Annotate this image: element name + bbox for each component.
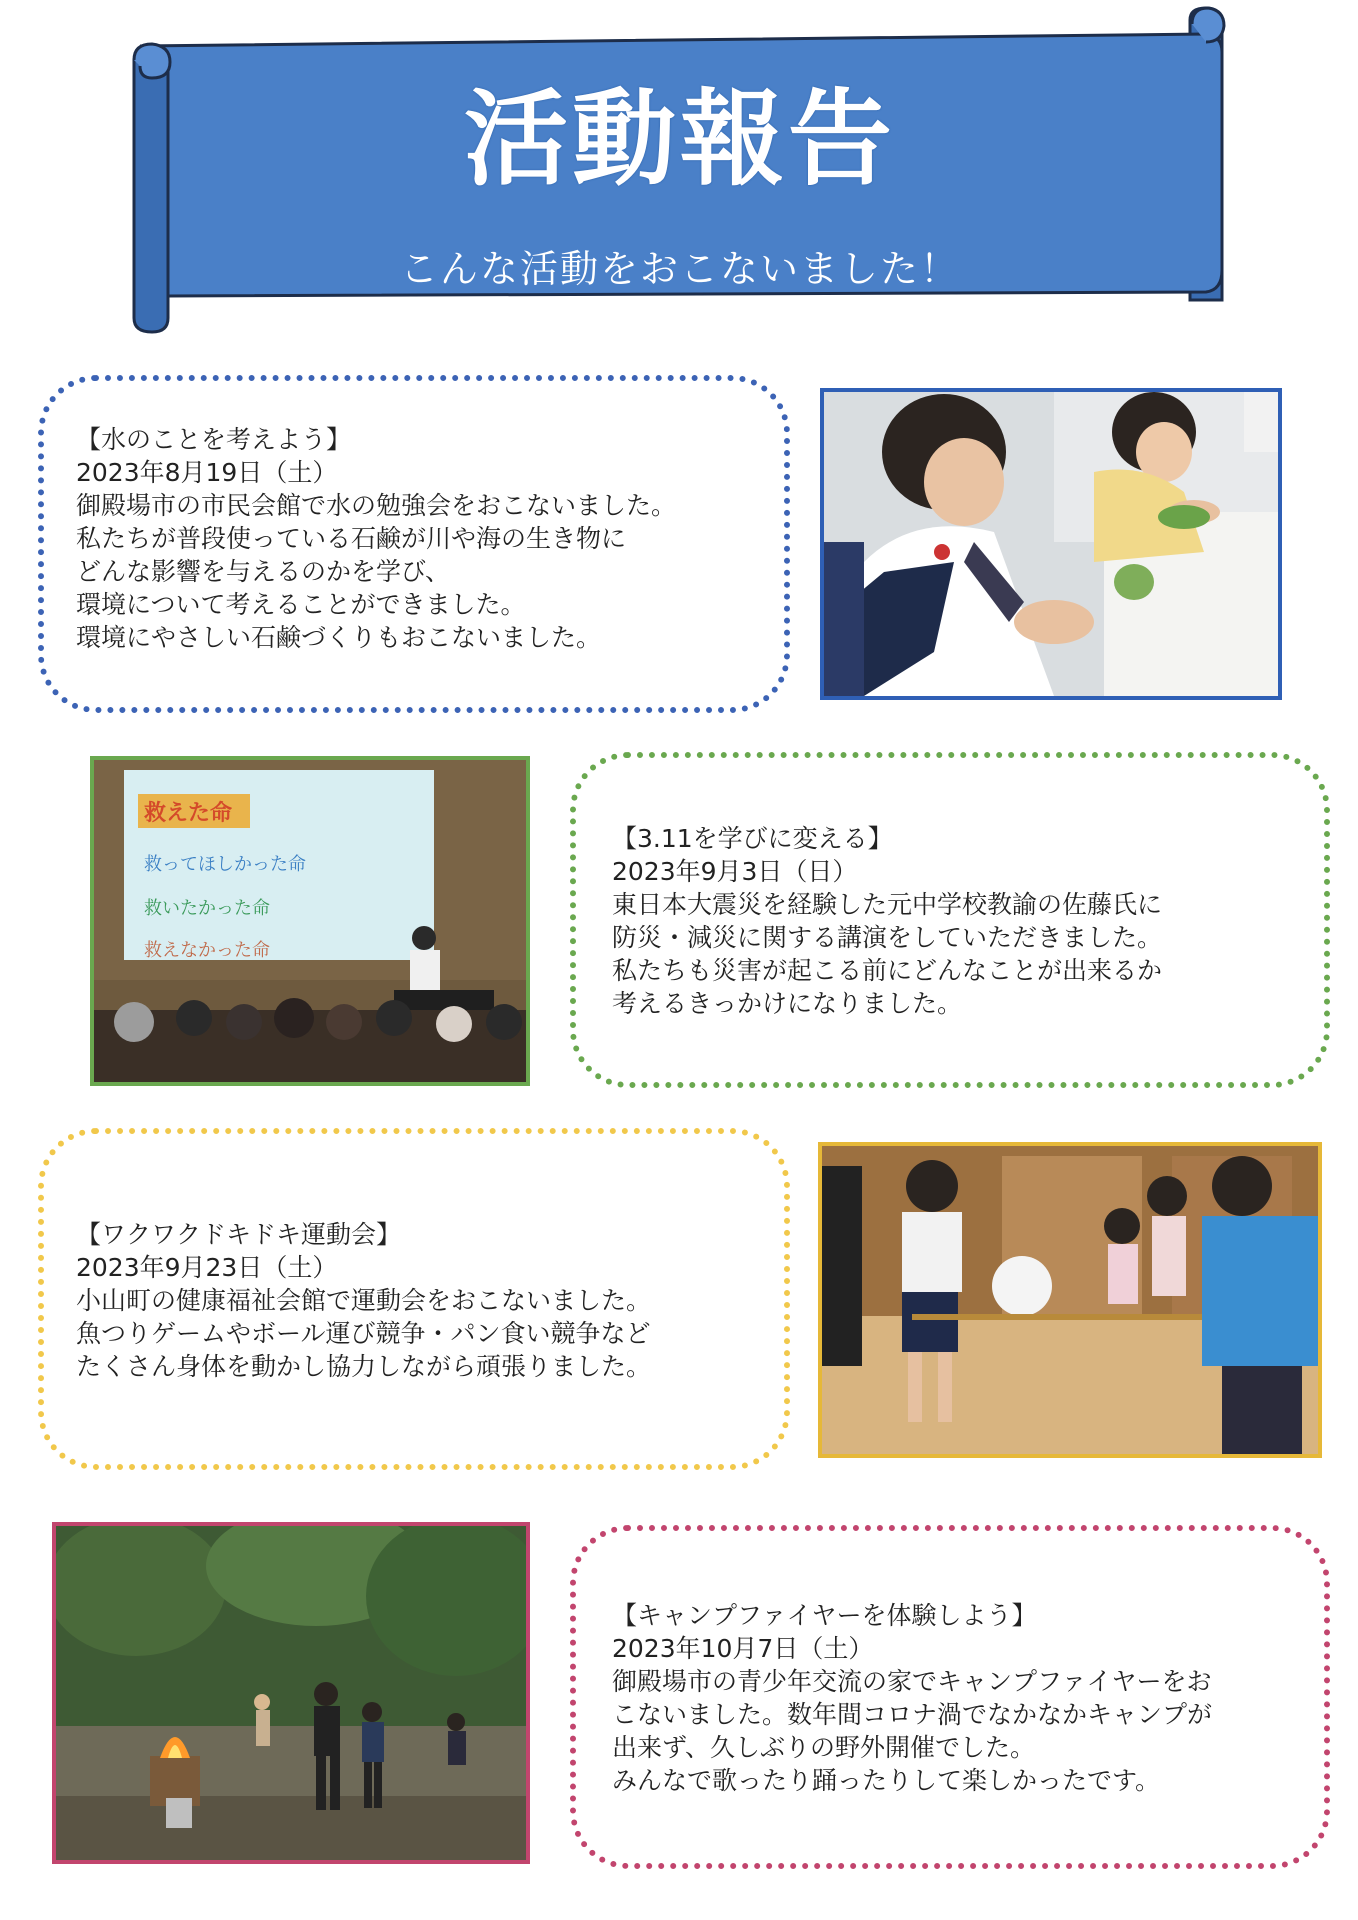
activity-card-water bbox=[38, 375, 790, 713]
activity-card-sports-day bbox=[38, 1128, 790, 1470]
slide-line: 救ってほしかった命 bbox=[144, 854, 306, 875]
activity-text-line: 小山町の健康福祉会館で運動会をおこないました。 bbox=[76, 1286, 652, 1315]
activity-text-line: みんなで歌ったり踊ったりして楽しかったです。 bbox=[612, 1766, 1161, 1795]
header-banner bbox=[0, 0, 1358, 340]
slide-line: 救えなかった命 bbox=[144, 940, 270, 961]
activity-text-line: 御殿場市の市民会館で水の勉強会をおこないました。 bbox=[76, 491, 677, 520]
photo-campfire bbox=[52, 1522, 530, 1864]
activity-text-line: 東日本大震災を経験した元中学校教諭の佐藤氏に bbox=[612, 890, 1163, 919]
photo-sports-day bbox=[818, 1142, 1322, 1458]
activity-date: 2023年10月7日（土） bbox=[612, 1634, 874, 1663]
activity-date: 2023年9月3日（日） bbox=[612, 857, 858, 886]
activity-text-line: たくさん身体を動かし協力しながら頑張りました。 bbox=[76, 1352, 652, 1381]
activity-text-line: 御殿場市の青少年交流の家でキャンプファイヤーをお bbox=[612, 1667, 1212, 1696]
photo-soap-making bbox=[820, 388, 1282, 700]
activity-date: 2023年8月19日（土） bbox=[76, 458, 338, 487]
page-title: 活動報告 bbox=[463, 78, 896, 200]
page-subtitle: こんな活動をおこないました！ bbox=[399, 247, 960, 291]
photo-lecture bbox=[90, 756, 530, 1086]
activity-title: 【キャンプファイヤーを体験しよう】 bbox=[612, 1601, 1037, 1630]
activity-title: 【ワクワクドキドキ運動会】 bbox=[76, 1220, 402, 1249]
activity-text-line: 環境にやさしい石鹸づくりもおこないました。 bbox=[76, 623, 602, 652]
activity-text-line: 魚つりゲームやボール運び競争・パン食い競争など bbox=[76, 1319, 651, 1348]
slide-line: 救えた命 bbox=[144, 801, 233, 826]
activity-text-line: こないました。数年間コロナ渦でなかなかキャンプが bbox=[612, 1700, 1213, 1729]
activity-text-line: 防災・減災に関する講演をしていただきました。 bbox=[612, 923, 1163, 952]
activity-text-line: 環境について考えることができました。 bbox=[76, 590, 526, 619]
activity-date: 2023年9月23日（土） bbox=[76, 1253, 338, 1282]
activity-text-line: 私たちが普段使っている石鹸が川や海の生き物に bbox=[76, 524, 627, 553]
activity-text-line: 私たちも災害が起こる前にどんなことが出来るか bbox=[612, 956, 1163, 985]
activity-text-line: どんな影響を与えるのかを学び、 bbox=[76, 557, 451, 586]
activity-title: 【3.11を学びに変える】 bbox=[612, 824, 893, 853]
activity-text-line: 出来ず、久しぶりの野外開催でした。 bbox=[612, 1733, 1036, 1762]
activity-title: 【水のことを考えよう】 bbox=[76, 425, 352, 454]
activity-text-line: 考えるきっかけになりました。 bbox=[612, 989, 963, 1018]
activity-card-311 bbox=[570, 752, 1330, 1088]
activity-card-campfire bbox=[570, 1525, 1330, 1869]
slide-line: 救いたかった命 bbox=[144, 898, 270, 919]
